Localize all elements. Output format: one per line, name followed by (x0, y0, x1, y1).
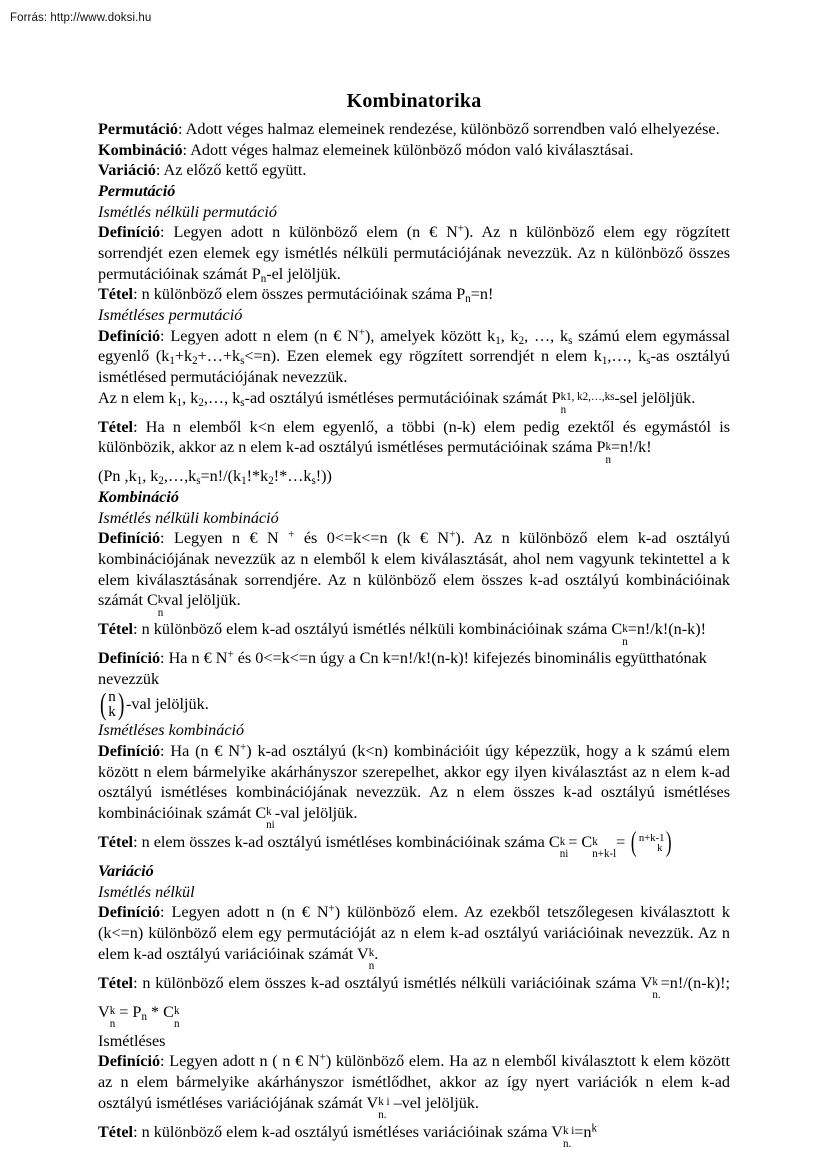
d4-3: -val jelöljük. (274, 803, 358, 822)
d6-2: ) különböző elem. Ha az n elemből kiválasztott k elem között az n elem bármelyike akárhányszor ismétlődhet, akkor az így nyert variációk n elem k-ad osztályú ismétléses variációjának számát V (98, 1052, 730, 1112)
l2-b: , k (182, 388, 199, 407)
d2-6-sub: 2 (192, 355, 198, 368)
C-sup-3: k (266, 806, 272, 819)
tetel-variacio (98, 973, 730, 1031)
P-sub-sup-2 (606, 442, 612, 464)
definicio-1-a: : Legyen adott n különböző elem (n € N (160, 223, 458, 242)
tetel-ismetleses-permutacio (98, 417, 730, 467)
C-sup-1: k (157, 593, 164, 606)
d2-9: ,…, k (607, 347, 647, 366)
intro-permutacio (98, 119, 730, 140)
d4-2: ) k-ad osztályú (k<n) kombinációit úgy képezzük, hogy a k számú elem között n elem bármelyike akárhányszor szerepelhet, akkor egy ilyen kiválasztást az n elem k-ad osztályú ismétléses kombinációjának nevezzük. Az n elem összes k-ad osztályú ismétléses kombinációinak számát C (98, 741, 731, 822)
C-sub-2: n (622, 635, 628, 648)
binom-left-paren-icon: ( (99, 687, 107, 722)
t5-sub3: n (141, 1010, 147, 1023)
binom2-stack (639, 833, 665, 854)
t5-2: =n!/(n-k)!; V (98, 973, 730, 1021)
tetel-1-b: =n! (470, 285, 494, 304)
t6-sup2: k (591, 1122, 598, 1135)
d2-1-sup: + (358, 325, 366, 338)
label-tetel-1: Tétel (98, 285, 134, 304)
t5-4: * C (146, 1002, 174, 1021)
label-tetel-2: Tétel (98, 417, 134, 436)
l2-a: Az n elem k (98, 388, 177, 407)
d2-9-sub: s (646, 355, 651, 368)
binom2-right-paren-icon: ) (666, 826, 672, 858)
t3-1: : n különböző elem k-ad osztályú ismétlés nélküli kombinációinak száma C (133, 620, 623, 639)
label-tetel-3: Tétel (98, 620, 134, 639)
d2-8-sub: 1 (601, 355, 608, 368)
d5-3: . (374, 944, 379, 963)
C-sub-sup-2 (622, 624, 628, 646)
label-definicio-6: Definíció (98, 903, 161, 922)
d2-3-sub: 2 (518, 334, 525, 347)
term-variacio: Variáció (98, 161, 156, 180)
definicio-permutacio (98, 222, 730, 284)
d2-1: : Legyen adott n elem (n € N (160, 326, 359, 345)
label-definicio-2: Definíció (98, 326, 161, 345)
pf-a: (Pn ,k (98, 467, 137, 486)
binom-stack (108, 690, 116, 721)
definicio-1-sup: + (457, 222, 464, 235)
page-title: Kombinatorika (346, 90, 482, 112)
V-sup-1: k (368, 947, 375, 960)
d5-1-sup: + (328, 902, 335, 915)
binomial-coefficient-npk (629, 826, 674, 858)
C-sub-6: n (173, 1018, 180, 1031)
d2-3: , k (500, 326, 519, 345)
definicio-ismetleses-permutacio (98, 326, 730, 388)
intro-sep-2: : (155, 161, 164, 180)
V-sub-sup-3 (109, 1005, 116, 1031)
l2-d: -ad osztályú ismétléses permutációinak számát P (244, 388, 561, 407)
d2-2: ), amelyek között k (365, 326, 496, 345)
d2-7-sub: s (240, 355, 245, 368)
pf-s6: s (311, 475, 316, 488)
label-definicio-7: Definíció (98, 1052, 161, 1071)
pf-e: !*k (246, 467, 269, 486)
V-sup-2: k (652, 976, 658, 989)
d2-10: -as osztályú ismétlésed permutációjának nevezzük. (98, 347, 731, 386)
term-kombinacio: Kombináció (98, 140, 183, 159)
l2-s3: s (240, 396, 245, 409)
C-sub-sup-4 (560, 837, 569, 859)
label-tetel-6: Tétel (98, 1122, 134, 1141)
tetel-1-a: : n különböző elem összes permutációinak száma P (133, 285, 466, 304)
definicio-1-b: ). Az n különböző elem egy rögzített sorrendjét ezen elemek egy ismétlés nélküli permutációjának nevezzük. Az n különböző összes permutációinak számát P (98, 223, 730, 283)
V-sub-1: n (368, 960, 375, 972)
d5-1: : Legyen adott n (n € N (160, 903, 329, 922)
C-sub-sup-1 (158, 595, 164, 617)
label-tetel-5: Tétel (98, 973, 134, 992)
jeloles-ismetleses-permutacio (98, 388, 730, 417)
pf-s1: 1 (136, 475, 143, 488)
definicio-binominalis (98, 648, 730, 689)
d2-8: <=n). Ezen elemek egy rögzített sorrendjét n elem k (244, 347, 602, 366)
P-sup-2: k (605, 440, 612, 453)
C-sub-sup-3 (266, 806, 275, 832)
intro-text-2: Az előző kettő együtt. (163, 161, 307, 180)
intro-variacio (98, 160, 730, 181)
tetel-permutacio (98, 284, 730, 305)
d3-2: és 0<=k<=n (k € N (294, 529, 450, 548)
e3-1-sup: + (227, 648, 234, 661)
e3-1: : Ha n € N (160, 649, 228, 668)
pf-f: !*…k (273, 467, 312, 486)
label-tetel-4: Tétel (98, 833, 134, 851)
intro-sep-1: : (182, 140, 191, 159)
C-sub-sup-6 (173, 1005, 180, 1031)
C-sub-3: ni (266, 819, 275, 832)
binom2-left-paren-icon: ( (631, 826, 637, 858)
C-sup-4: k (559, 835, 566, 848)
subheading-ismetles-nelkuli-kombinacio: Ismétlés nélküli kombináció (98, 508, 279, 527)
d3-3: ). Az n különböző elem k-ad osztályú kombinációjának nevezzük az n elemből k elem kiválasztását, ahol nem vagyunk tekintettel a k elem kiválasztásának sorrendjére. Az n különböző elem összes k-ad osztályú kombinációinak számát C (98, 529, 730, 610)
V-sub-3: n (109, 1018, 116, 1031)
definicio-1-c: -el jelöljük. (266, 264, 341, 283)
V-sub-2: n. (652, 989, 661, 1002)
t5-1: : n különböző elem összes k-ad osztályú ismétlés nélküli variációinak száma V (133, 973, 653, 992)
label-definicio-3: Definíció (98, 529, 161, 548)
l2-s1: 1 (176, 396, 183, 409)
d3-4: val jelöljük. (163, 591, 241, 610)
tetel-1-sub: n (465, 293, 471, 306)
binominalis-jeloles (98, 687, 730, 722)
P-sub-1: n (560, 403, 567, 416)
pf-s5: 2 (268, 475, 274, 488)
t6-1: : n különböző elem k-ad osztályú ismétléses variációinak száma V (133, 1122, 563, 1141)
keplet-ismetleses-permutacio (98, 466, 730, 487)
pf-s2: 2 (158, 475, 164, 488)
d6-3: –vel jelöljük. (389, 1093, 479, 1112)
t5-3: = P (115, 1002, 142, 1021)
section-heading-kombinacio: Kombináció (98, 487, 179, 506)
V-sub-sup-2 (652, 976, 661, 1002)
C-sub-4: ni (559, 848, 569, 861)
d2-2-sub: 1 (495, 334, 501, 347)
d3-2-sup: + (449, 528, 456, 541)
t2-2: =n!/k! (611, 438, 652, 457)
l2-c: ,…, k (203, 388, 241, 407)
intro-sep-0: : (178, 120, 186, 138)
label-definicio-5: Definíció (98, 741, 161, 760)
V-sub-sup-5 (562, 1125, 575, 1151)
subheading-ismetles-nelkul: Ismétlés nélkül (98, 882, 195, 901)
binom-right-paren-icon: ) (117, 687, 125, 722)
label-definicio-1: Definíció (98, 223, 161, 242)
P-sub-2: n (605, 453, 612, 466)
d4-1-sup: + (240, 741, 247, 754)
pf-b: , k (142, 467, 159, 486)
pf-s4: 1 (241, 475, 247, 488)
e3-2: és 0<=k<=n úgy a Cn k=n!/k!(n-k)! kifejezés binominális együtthatónak nevezzük (98, 649, 707, 688)
C-sub-sup-5 (592, 837, 616, 859)
t3-2: =n!/k!(n-k)! (627, 620, 707, 639)
C-sub-5: n+k-l (592, 848, 617, 861)
subheading-ismetleses-variacio: Ismétléses (98, 1031, 166, 1050)
document-body (98, 90, 730, 1151)
d2-4: , …, k (524, 326, 569, 345)
binom-top: n (108, 688, 116, 705)
t4-1: : n elem összes k-ad osztályú ismétléses kombinációinak száma C (133, 833, 560, 851)
binom2-bottom: k (657, 842, 663, 855)
intro-text-0: Adott véges halmaz elemeinek rendezése, különböző sorrendben való elhelyezése. (185, 120, 720, 138)
V-sup-3: k (109, 1005, 116, 1018)
binom-bottom: k (108, 703, 116, 720)
definicio-ismetleses-kombinacio (98, 741, 730, 832)
d2-5-sub: 1 (169, 355, 175, 368)
V-sub-sup-1 (369, 948, 375, 970)
d2-5: számú elem egymással egyenlő (k (98, 326, 730, 366)
tetel-ismetleses-kombinacio (98, 826, 730, 861)
C-sub-1: n (157, 606, 164, 619)
V-sub-4: n. (378, 1109, 387, 1122)
d5-2: ) különböző elem. Az ezekből tetszőlegesen kiválasztott k (k<=n) különböző elem egy permutációját az n elem k-ad osztályú variációinak nevezzük. Az n elem k-ad osztályú variációinak számát V (98, 903, 731, 963)
label-definicio-4: Definíció (98, 649, 161, 668)
C-sup-6: k (173, 1005, 180, 1018)
t2-1: : Ha n elemből k<n elem egyenlő, a többi (n-k) elem pedig ezektől és egymástól is különbözik, akkor az n elem k-ad osztályú ismétléses permutációinak száma P (98, 417, 730, 457)
d6-1-sup: + (319, 1051, 326, 1064)
l2-s2: 2 (198, 396, 204, 409)
section-heading-variacio: Variáció (98, 862, 154, 881)
definicio-kombinacio (98, 528, 730, 619)
pf-d: =n!/(k (200, 467, 242, 486)
intro-kombinacio (98, 140, 730, 161)
pf-g: !)) (315, 467, 332, 486)
binomial-coefficient-nk (98, 687, 126, 722)
intro-text-1: Adott véges halmaz elemeinek különböző módon való kiválasztásai. (190, 140, 634, 159)
e3-3: -val jelöljük. (126, 694, 209, 713)
C-sup-2: k (622, 622, 628, 635)
definicio-variacio (98, 902, 730, 972)
d4-1: : Ha (n € N (160, 741, 241, 760)
d3-1-sup: + (288, 528, 295, 541)
V-sub-5: n. (562, 1138, 572, 1151)
P-sup-1: k1, k2,…,ks (560, 391, 615, 404)
subheading-ismetleses-permutacio: Ismétléses permutáció (98, 305, 243, 324)
definicio-1-sub: n (260, 272, 267, 285)
d6-1: : Legyen adott n ( n € N (160, 1052, 320, 1071)
t6-2: =n (574, 1122, 592, 1141)
term-permutacio: Permutáció (98, 120, 179, 138)
subheading-ismetles-nelkuli-permutacio: Ismétlés nélküli permutáció (98, 202, 277, 221)
pf-s3: s (196, 475, 201, 488)
d2-6: +k (174, 347, 193, 366)
P-sub-sup-1 (561, 392, 615, 414)
binom2-top: n+k-1 (638, 831, 665, 844)
V-sup-5: k i (562, 1125, 575, 1138)
d2-4-sub: s (568, 334, 573, 347)
section-heading-permutacio: Permutáció (98, 181, 176, 200)
tetel-ismetleses-variacio (98, 1122, 730, 1151)
definicio-ismetleses-variacio (98, 1051, 730, 1121)
V-sup-4: k i (378, 1096, 390, 1109)
l2-e: -sel jelöljük. (614, 388, 696, 407)
V-sub-sup-4 (378, 1096, 390, 1122)
source-watermark: Forrás: http://www.doksi.hu (10, 12, 152, 24)
subheading-ismetleses-kombinacio: Ismétléses kombináció (98, 721, 245, 740)
d2-7: +…+k (197, 347, 241, 366)
t4-2: = C (568, 833, 593, 851)
t4-3: = (616, 833, 630, 851)
C-sup-5: k (592, 835, 598, 848)
d3-1: : Legyen n € N (160, 529, 289, 548)
tetel-kombinacio (98, 619, 730, 648)
pf-c: ,…,k (163, 467, 197, 486)
